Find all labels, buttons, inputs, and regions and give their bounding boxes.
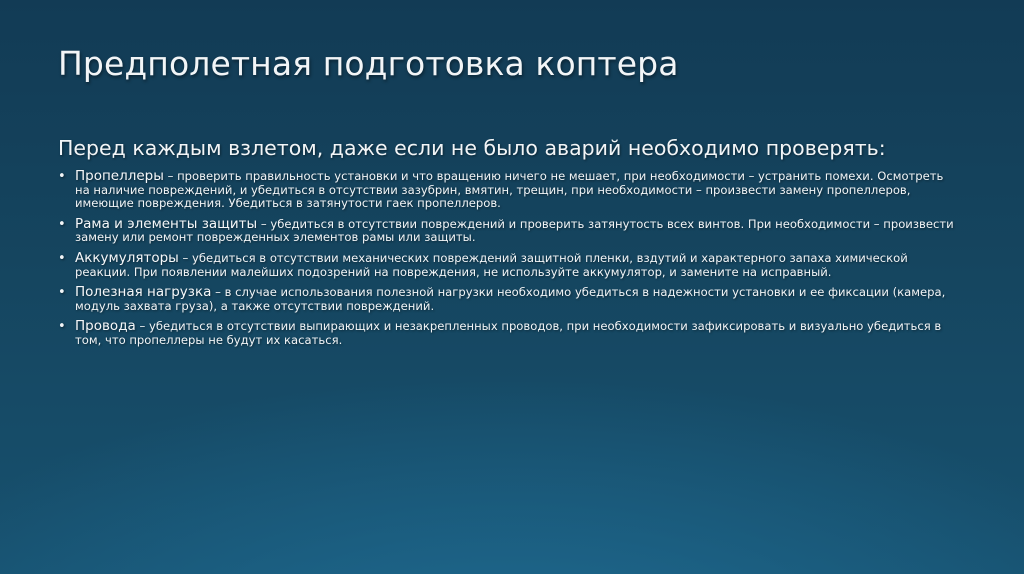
bullet-icon: • (58, 216, 66, 232)
checklist-item-wires (58, 320, 958, 347)
slide-subtitle: Перед каждым взлетом, даже если не было аварий необходимо проверять: (58, 136, 886, 160)
checklist-item-propellers (58, 170, 958, 211)
item-text: – проверить правильность установки и что вращению ничего не мешает, при необходимости – устранить помехи. Осмотреть на наличие повреждений, и убедиться в отсутствии зазубрин, вмятин, трещин, при необходимости – произвести замену пропеллеров, имеющие повреждения. Убедиться в затянутости гаек пропеллеров. (75, 169, 944, 211)
item-text: – в случае использования полезной нагрузки необходимо убедиться в надежности установки и ее фиксации (камера, модуль захвата груза), а также отсутствии повреждений. (75, 285, 946, 313)
item-text: – убедиться в отсутствии выпирающих и незакрепленных проводов, при необходимости зафиксировать и визуально убедиться в том, что пропеллеры не будут их касаться. (75, 319, 942, 347)
checklist (58, 170, 958, 355)
checklist-item-batteries (58, 249, 958, 279)
bullet-icon: • (58, 250, 66, 266)
item-text: – убедиться в отсутствии механических повреждений защитной пленки, вздутий и характерного запаха химической реакции. При появлении малейших подозрений на повреждения, не используйте аккумулятор, и замените на исправный. (75, 250, 908, 279)
slide-title: Предполетная подготовка коптера (58, 44, 679, 83)
bullet-icon: • (58, 169, 66, 184)
item-term: Рама и элементы защиты (75, 215, 258, 232)
item-term: Полезная нагрузка (75, 284, 212, 301)
checklist-item-frame (58, 215, 958, 245)
item-term: Провода (75, 318, 136, 335)
item-term: Аккумуляторы (75, 249, 179, 266)
item-text: – убедиться в отсутствии повреждений и проверить затянутость всех винтов. При необходимости – произвести замену или ремонт поврежденных элементов рамы или защиты. (75, 216, 954, 245)
checklist-item-payload (58, 286, 958, 313)
bullet-icon: • (58, 285, 66, 301)
bullet-icon: • (58, 319, 66, 335)
item-term: Пропеллеры (75, 168, 164, 184)
